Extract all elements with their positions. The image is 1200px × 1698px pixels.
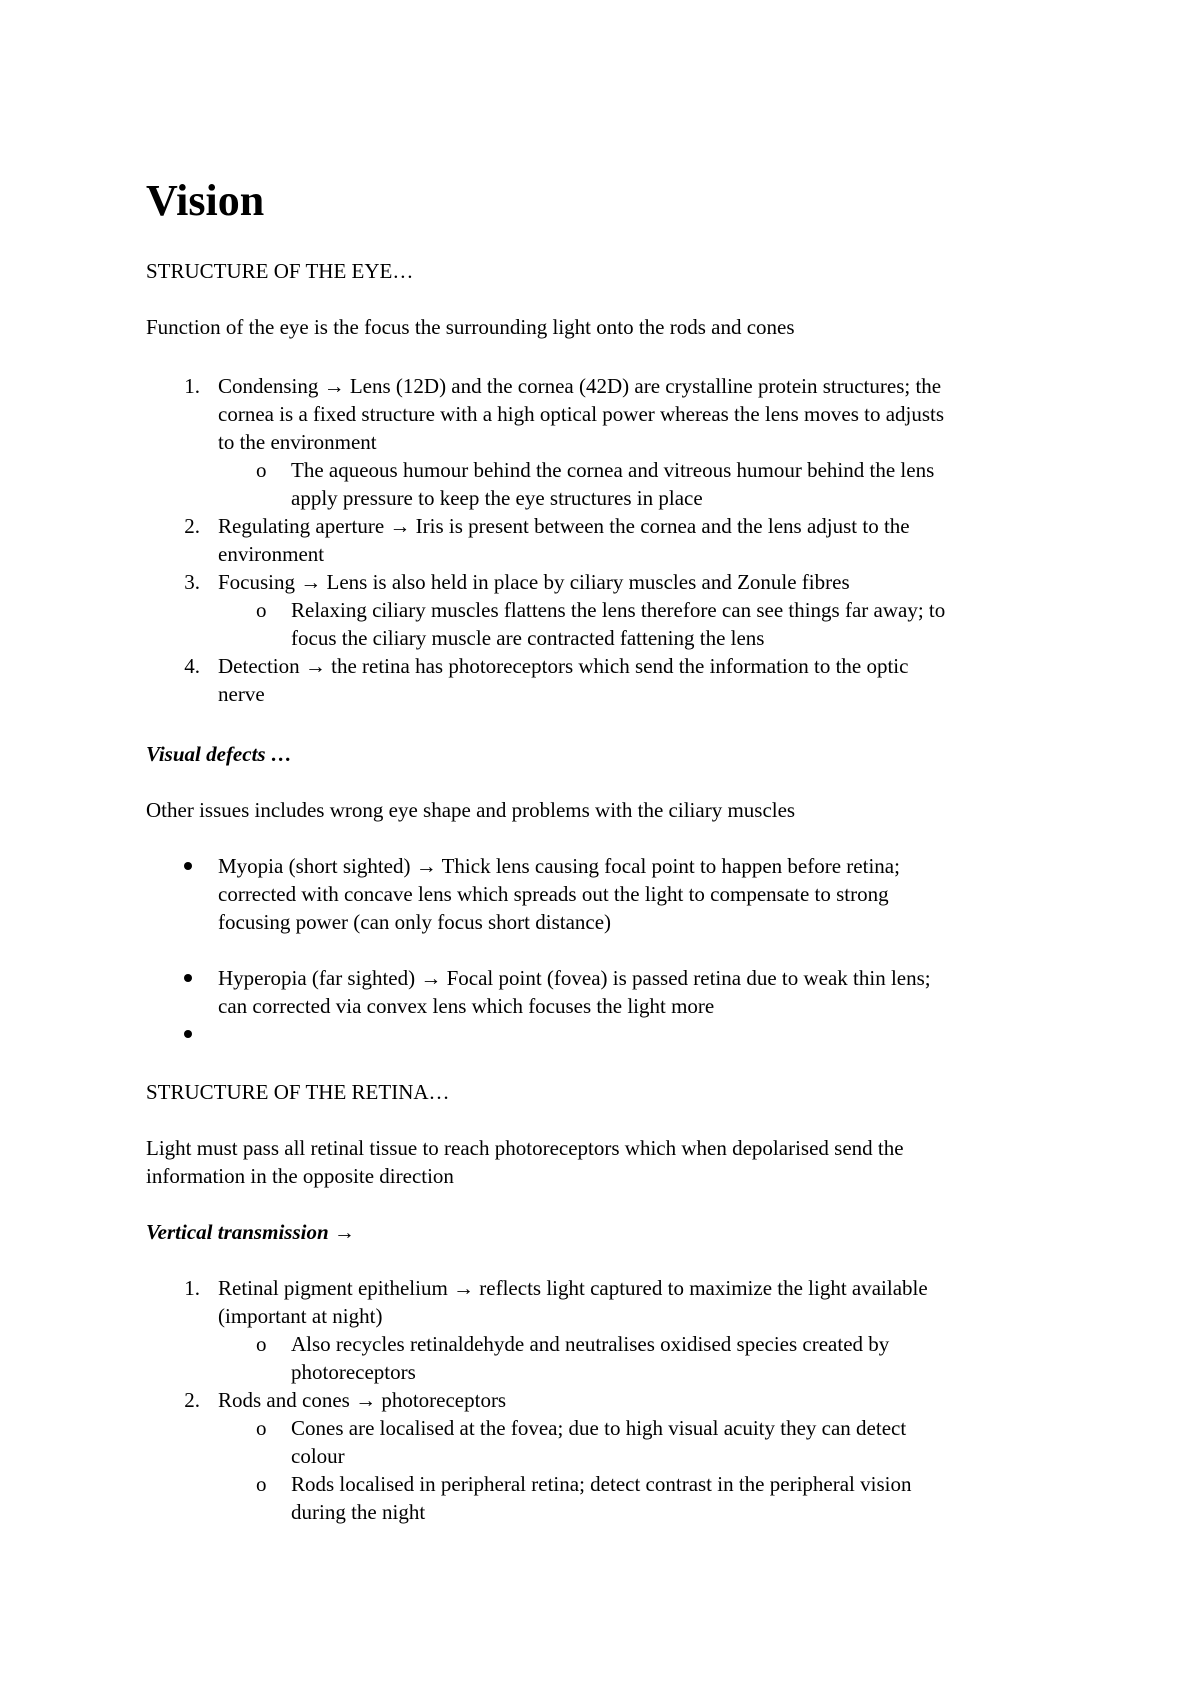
sub-item-rods: Rods localised in peripheral retina; detect contrast in the peripheral vision during the night: [291, 1472, 912, 1524]
list-item-rods-cones: Rods and cones → photoreceptors: [218, 1388, 507, 1412]
sub-bullet-marker: o: [256, 1416, 267, 1440]
list-item-condensing: Condensing → Lens (12D) and the cornea (42D) are crystalline protein structures; the cornea is a fixed structure with a high optical power whereas the lens moves to adjusts to the environment: [218, 374, 945, 454]
sub-bullet-marker: o: [256, 458, 267, 482]
list-number: 2.: [184, 514, 200, 538]
subheading-vertical-transmission: Vertical transmission →: [146, 1220, 355, 1244]
section-heading-retina-structure: STRUCTURE OF THE RETINA…: [146, 1080, 450, 1104]
section-heading-visual-defects: Visual defects …: [146, 742, 292, 766]
sub-item-humour: The aqueous humour behind the cornea and vitreous humour behind the lens apply pressure to keep the eye structures in place: [291, 458, 935, 510]
list-item-detection: Detection → the retina has photoreceptors which send the information to the optic nerve: [218, 654, 909, 706]
bullet-dot: [184, 974, 192, 982]
sub-item-ciliary-muscles: Relaxing ciliary muscles flattens the lens therefore can see things far away; to focus the ciliary muscle are contracted fattening the lens: [291, 598, 946, 650]
list-number: 4.: [184, 654, 200, 678]
sub-bullet-marker: o: [256, 598, 267, 622]
list-item-retinal-pigment: Retinal pigment epithelium → reflects light captured to maximize the light available (important at night): [218, 1276, 928, 1328]
list-number: 1.: [184, 374, 200, 398]
bullet-item-myopia: Myopia (short sighted) → Thick lens causing focal point to happen before retina; corrected with concave lens which spreads out the light to compensate to strong focusing power (can only focus short distance): [218, 854, 900, 934]
list-number: 1.: [184, 1276, 200, 1300]
section-intro-eye-function: Function of the eye is the focus the surrounding light onto the rods and cones: [146, 315, 795, 339]
list-number: 3.: [184, 570, 200, 594]
section-intro-other-issues: Other issues includes wrong eye shape and problems with the ciliary muscles: [146, 798, 796, 822]
page-title: Vision: [146, 176, 265, 225]
bullet-dot-empty: [184, 1030, 192, 1038]
sub-bullet-marker: o: [256, 1472, 267, 1496]
sub-item-cones: Cones are localised at the fovea; due to high visual acuity they can detect colour: [291, 1416, 907, 1468]
sub-item-recycles: Also recycles retinaldehyde and neutralises oxidised species created by photoreceptors: [291, 1332, 890, 1384]
list-item-focusing: Focusing → Lens is also held in place by ciliary muscles and Zonule fibres: [218, 570, 850, 594]
bullet-item-hyperopia: Hyperopia (far sighted) → Focal point (fovea) is passed retina due to weak thin lens; can corrected via convex lens which focuses the light more: [218, 966, 931, 1018]
bullet-dot: [184, 862, 192, 870]
sub-bullet-marker: o: [256, 1332, 267, 1356]
list-number: 2.: [184, 1388, 200, 1412]
section-heading-eye-structure: STRUCTURE OF THE EYE…: [146, 259, 414, 283]
section-intro-retina: Light must pass all retinal tissue to reach photoreceptors which when depolarised send the information in the opposite direction: [146, 1136, 904, 1188]
list-item-regulating-aperture: Regulating aperture → Iris is present between the cornea and the lens adjust to the environment: [218, 514, 910, 566]
